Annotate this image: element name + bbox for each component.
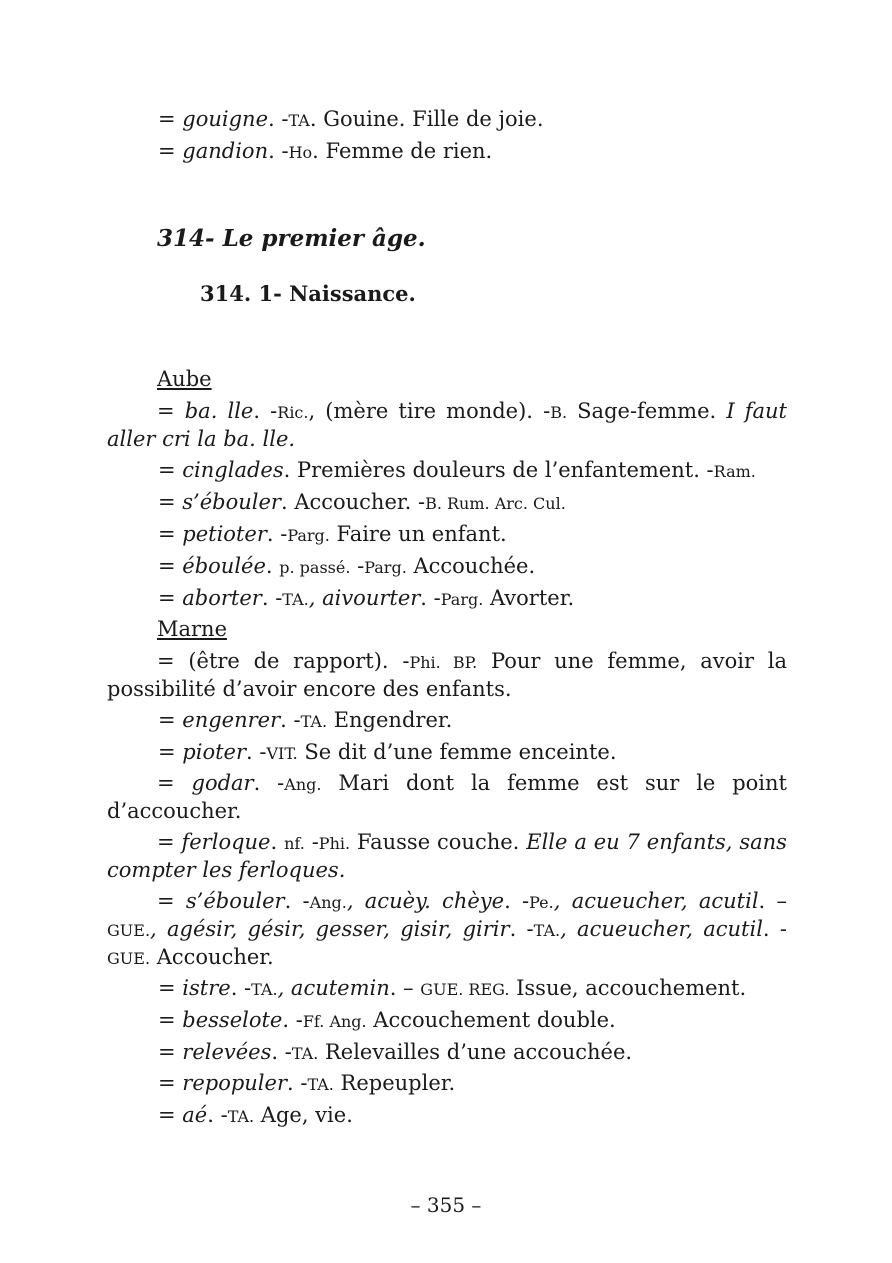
entry-word: cinglades bbox=[182, 458, 284, 482]
entry-word: , agésir, gésir, gesser, gisir, girir bbox=[150, 917, 510, 941]
entry-definition: . Premières douleurs de l’enfantement. - bbox=[283, 458, 714, 482]
entry-source: Pe. bbox=[529, 893, 554, 912]
entry-source: TA. bbox=[300, 712, 328, 731]
entry-word: repopuler bbox=[182, 1071, 287, 1095]
entry-source: Ff. Ang. bbox=[302, 1012, 367, 1031]
entry-source: Ho bbox=[288, 143, 313, 162]
entry-definition: Faire un enfant. bbox=[329, 522, 507, 546]
entry-source: GUE. bbox=[107, 921, 151, 940]
entry-word: ba. lle bbox=[184, 399, 254, 423]
entry-definition: Issue, accouchement. bbox=[509, 976, 747, 1000]
entry-source: B. bbox=[550, 403, 568, 422]
entry-petioter: = petioter. -Parg. Faire un enfant. bbox=[158, 522, 507, 546]
entry-grammar: p. passé. bbox=[279, 558, 351, 577]
entry-besselote: = besselote. -Ff. Ang. Accouchement double. bbox=[158, 1008, 616, 1032]
entry-definition: Sage-femme. bbox=[567, 399, 727, 423]
entry-word: , acuèy. chèye bbox=[346, 889, 505, 913]
entry-word: gandion bbox=[182, 139, 269, 163]
entry-definition: Fausse couche. bbox=[350, 830, 527, 854]
entry-source: Phi. BP. bbox=[409, 653, 478, 672]
region-heading-aube: Aube bbox=[157, 367, 212, 391]
entry-s-ebouler: = s’ébouler. Accoucher. -B. Rum. Arc. Cul. bbox=[158, 490, 566, 514]
entry-godar: = godar. -Ang. Mari dont la femme est sur le point d’accoucher. bbox=[107, 771, 787, 823]
entry-word: ferloque bbox=[181, 830, 271, 854]
entry-definition: Repeupler. bbox=[333, 1071, 456, 1095]
entry-source: B. Rum. Arc. Cul. bbox=[425, 494, 566, 513]
entry-gandion: = gandion. -Ho. Femme de rien. bbox=[158, 139, 493, 163]
entry-definition: Mari dont la femme est sur le point d’accoucher. bbox=[107, 771, 787, 823]
entry-source: Parg. bbox=[287, 526, 330, 545]
entry-source: Parg. bbox=[364, 558, 407, 577]
entry-s-ebouler-marne: = s’ébouler. -Ang., acuèy. chèye. -Pe., acueucher, acutil. – GUE., agésir, gésir, gesser, gisir, girir. -TA., acueucher, acutil. -GUE. Accoucher. bbox=[107, 889, 788, 969]
entry-source: GUE. REG. bbox=[420, 980, 510, 999]
entry-source: TA. bbox=[251, 980, 278, 999]
entry-source: Ric. bbox=[277, 403, 309, 422]
entry-source: TA bbox=[288, 111, 310, 130]
entry-word: istre bbox=[182, 976, 231, 1000]
entry-word: , aivourter bbox=[308, 586, 421, 610]
entry-source: Ang. bbox=[309, 893, 347, 912]
entry-source: TA. bbox=[227, 1107, 255, 1126]
entry-relevees: = relevées. -TA. Relevailles d’une accouchée. bbox=[158, 1040, 633, 1064]
entry-word: s’ébouler bbox=[185, 889, 285, 913]
entry-word: , acutemin bbox=[277, 976, 390, 1000]
entry-definition: . Accoucher. - bbox=[280, 490, 426, 514]
entry-definition: Accouchée. bbox=[406, 554, 536, 578]
entry-repopuler: = repopuler. -TA. Repeupler. bbox=[158, 1071, 456, 1095]
entry-ba-lle: = ba. lle. -Ric., (mère tire monde). -B. Sage-femme. I faut aller cri la ba. lle. bbox=[107, 399, 787, 451]
entry-aborter: = aborter. -TA., aivourter. -Parg. Avorter. bbox=[158, 586, 575, 610]
entry-word: gouigne bbox=[182, 107, 269, 131]
entry-word: , acueucher, acutil bbox=[560, 917, 763, 941]
entry-source: Ang. bbox=[284, 775, 322, 794]
page-number: – 355 – bbox=[410, 1193, 482, 1217]
entry-word: s’ébouler bbox=[182, 490, 281, 514]
entry-source: TA. bbox=[282, 590, 309, 609]
entry-pioter: = pioter. -VIT. Se dit d’une femme enceinte. bbox=[158, 740, 617, 764]
entry-definition: Gouine. Fille de joie. bbox=[323, 107, 544, 131]
entry-etre-de-rapport: = (être de rapport). -Phi. BP. Pour une femme, avoir la possibilité d’avoir encore des enfants. bbox=[107, 649, 787, 701]
entry-grammar: nf. bbox=[284, 834, 305, 853]
entry-definition: Relevailles d’une accouchée. bbox=[318, 1040, 633, 1064]
entry-cinglades: = cinglades. Premières douleurs de l’enfantement. -Ram. bbox=[158, 458, 756, 482]
entry-source: VIT. bbox=[266, 744, 298, 763]
entry-source: Ram. bbox=[713, 462, 756, 481]
entry-source: GUE. bbox=[107, 949, 151, 968]
entry-word: éboulée bbox=[182, 554, 266, 578]
entry-example: Elle a eu 7 enfants, sans compter les ferloques. bbox=[107, 830, 787, 882]
entry-definition: Se dit d’une femme enceinte. bbox=[297, 740, 617, 764]
region-heading-marne: Marne bbox=[157, 617, 228, 641]
entry-ferloque: = ferloque. nf. -Phi. Fausse couche. Elle a eu 7 enfants, sans compter les ferloques. bbox=[107, 830, 787, 882]
entry-word: aé bbox=[182, 1103, 208, 1127]
entry-example: I faut aller cri la ba. lle. bbox=[107, 399, 787, 451]
entry-word: pioter bbox=[182, 740, 246, 764]
entry-definition: Age, vie. bbox=[254, 1103, 353, 1127]
entry-definition: Accouchement double. bbox=[366, 1008, 616, 1032]
entry-gouigne: = gouigne. -TA. Gouine. Fille de joie. bbox=[158, 107, 544, 131]
section-title: 314- Le premier âge. bbox=[157, 225, 426, 252]
subsection-title: 314. 1- Naissance. bbox=[200, 281, 416, 306]
entry-word: petioter bbox=[182, 522, 267, 546]
entry-source: TA. bbox=[533, 921, 561, 940]
entry-word: godar bbox=[191, 771, 254, 795]
entry-istre: = istre. -TA., acutemin. – GUE. REG. Issue, accouchement. bbox=[158, 976, 747, 1000]
entry-eboulee: = éboulée. p. passé. -Parg. Accouchée. bbox=[158, 554, 536, 578]
entry-ae: = aé. -TA. Age, vie. bbox=[158, 1103, 353, 1127]
entry-source: Phi. bbox=[318, 834, 351, 853]
entry-word: relevées bbox=[182, 1040, 272, 1064]
entry-engenrer: = engenrer. -TA. Engendrer. bbox=[158, 708, 453, 732]
entry-word: , acueucher, acutil bbox=[553, 889, 759, 913]
entry-definition: Engendrer. bbox=[327, 708, 453, 732]
entry-word: besselote bbox=[182, 1008, 283, 1032]
entry-definition: Avorter. bbox=[483, 586, 575, 610]
entry-source: TA. bbox=[307, 1075, 334, 1094]
entry-definition: Accoucher. bbox=[150, 945, 274, 969]
entry-source: Parg. bbox=[440, 590, 484, 609]
entry-source: TA. bbox=[291, 1044, 319, 1063]
entry-definition: Pour une femme, avoir la possibilité d’avoir encore des enfants. bbox=[107, 649, 787, 701]
entry-definition: Femme de rien. bbox=[325, 139, 493, 163]
entry-word: engenrer bbox=[182, 708, 281, 732]
entry-word: aborter bbox=[182, 586, 262, 610]
